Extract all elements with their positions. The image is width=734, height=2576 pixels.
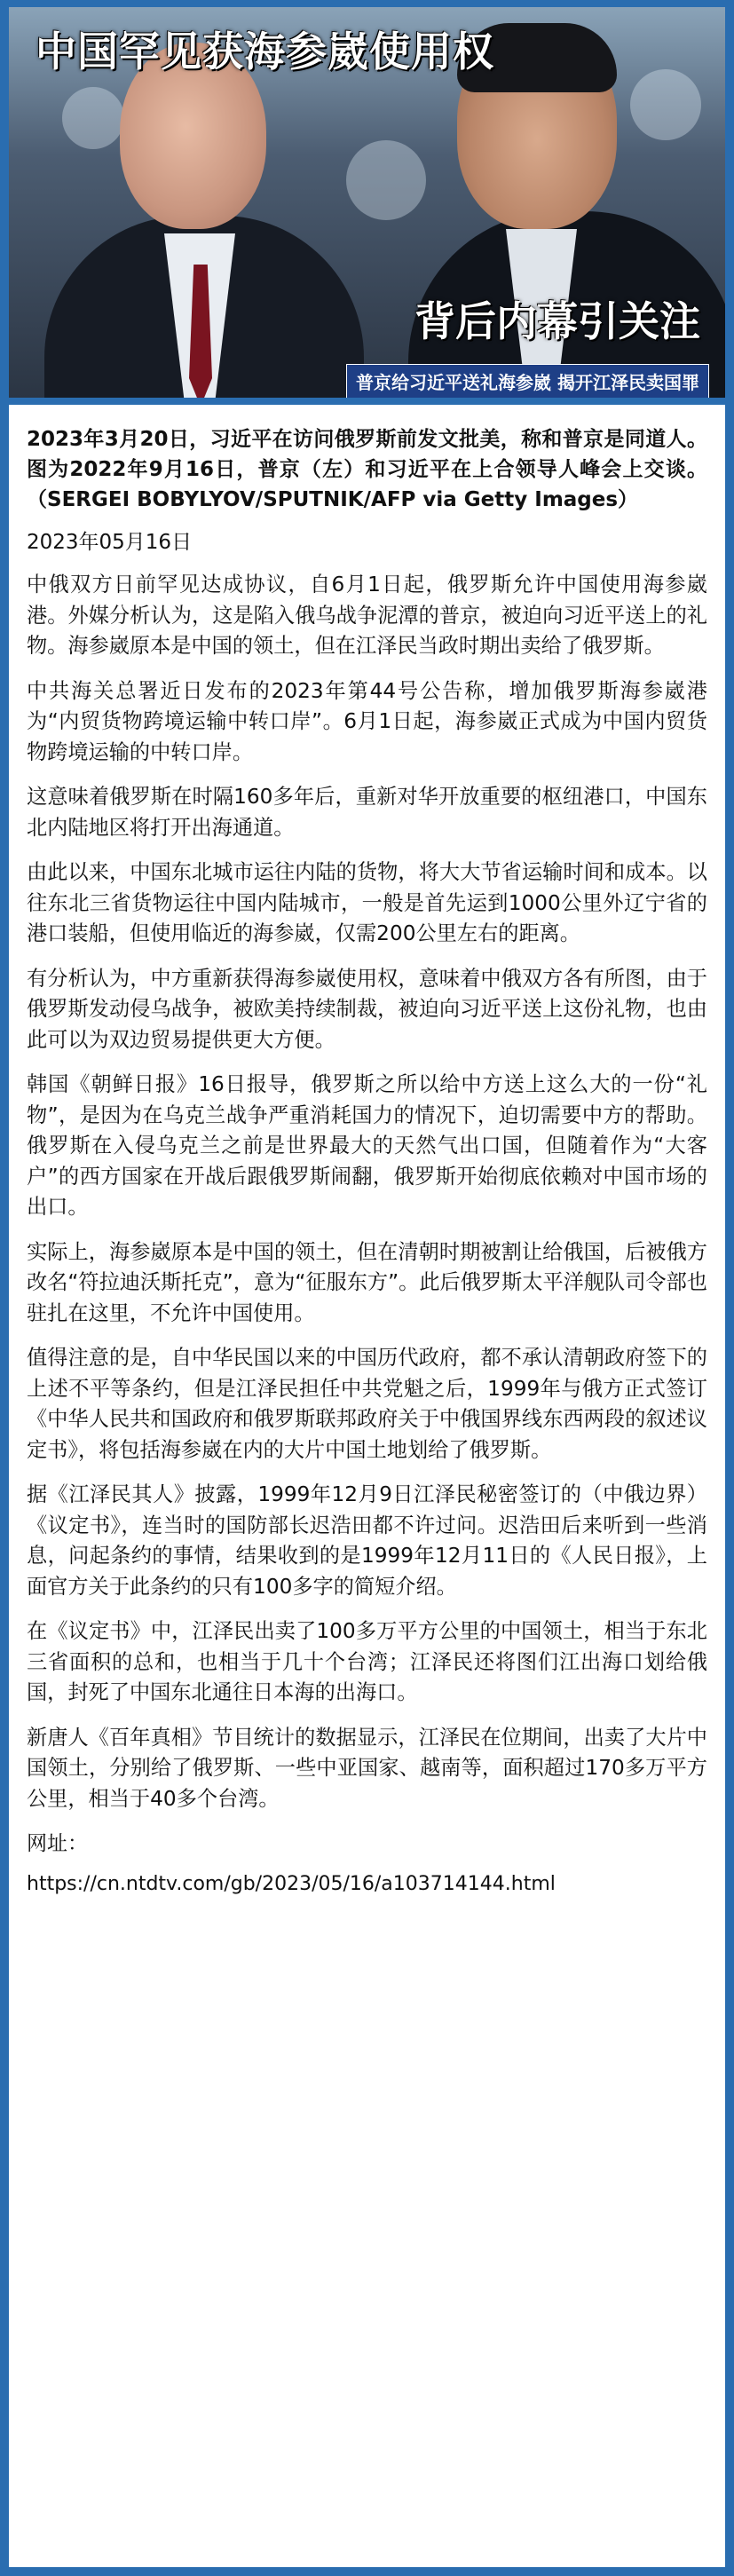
hero-caption: 普京给习近平送礼海参崴 揭开江泽民卖国罪 (346, 364, 709, 398)
url-label: 网址： (27, 1832, 88, 1855)
photo-caption: 2023年3月20日，习近平在访问俄罗斯前发文批美，称和普京是同道人。图为2022年9月16日，普京（左）和习近平在上合领导人峰会上交谈。（SERGEI BOBYLYOV/SPUTNIK/AFP via Getty Images） (27, 428, 707, 511)
background-light (62, 87, 124, 149)
article-paragraph: 实际上，海参崴原本是中国的领土，但在清朝时期被割让给俄国，后被俄方改名“符拉迪沃斯托克”，意为“征服东方”。此后俄罗斯太平洋舰队司令部也驻扎在这里，不允许中国使用。 (27, 1239, 707, 1325)
article-paragraph: 中共海关总署近日发布的2023年第44号公告称，增加俄罗斯海参崴港为“内贸货物跨境运输中转口岸”。6月1日起，海参崴正式成为中国内贸货物跨境运输的中转口岸。 (27, 678, 707, 764)
article-paragraph: 值得注意的是，自中华民国以来的中国历代政府，都不承认清朝政府签下的上述不平等条约，但是江泽民担任中共党魁之后，1999年与俄方正式签订《中华人民共和国政府和俄罗斯联邦政府关于中俄国界线东西两段的叙述议定书》，将包括海参崴在内的大片中国土地划给了俄罗斯。 (27, 1346, 707, 1462)
hero-title: 中国罕见获海参崴使用权 (36, 28, 494, 75)
publish-date: 2023年05月16日 (27, 531, 193, 554)
article-paragraph: 在《议定书》中，江泽民出卖了100多万平方公里的中国领土，相当于东北三省面积的总和，也相当于几十个台湾；江泽民还将图们江出海口划给俄国，封死了中国东北通往日本海的出海口。 (27, 1619, 707, 1704)
background-light (630, 69, 701, 140)
article-paragraph: 中俄双方日前罕见达成协议，自6月1日起，俄罗斯允许中国使用海参崴港。外媒分析认为，这是陷入俄乌战争泥潭的普京，被迫向习近平送上的礼物。海参崴原本是中国的领土，但在江泽民当政时期出卖给了俄罗斯。 (27, 573, 707, 658)
hero-image (9, 7, 725, 398)
article-paragraph: 由此以来，中国东北城市运往内陆的货物，将大大节省运输时间和成本。以往东北三省货物运往中国内陆城市，一般是首先运到1000公里外辽宁省的港口装船，但使用临近的海参崴，仅需200公里左右的距离。 (27, 860, 707, 945)
article-paragraph: 这意味着俄罗斯在时隔160多年后，重新对华开放重要的枢纽港口，中国东北内陆地区将打开出海通道。 (27, 785, 707, 840)
article-paragraph: 韩国《朝鲜日报》16日报导，俄罗斯之所以给中方送上这么大的一份“礼物”，是因为在乌克兰战争严重消耗国力的情况下，迫切需要中方的帮助。俄罗斯在入侵乌克兰之前是世界最大的天然气出口国，但随着作为“大客户”的西方国家在开战后跟俄罗斯闹翻，俄罗斯开始彻底依赖对中国市场的出口。 (27, 1072, 707, 1219)
source-url[interactable]: https://cn.ntdtv.com/gb/2023/05/16/a103714144.html (27, 1873, 556, 1895)
article-body (9, 405, 725, 2567)
article-paragraph: 据《江泽民其人》披露，1999年12月9日江泽民秘密签订的（中俄边界）《议定书》，连当时的国防部长迟浩田都不许过问。迟浩田后来听到一些消息，问起条约的事情，结果收到的是1999年12月11日的《人民日报》，上面官方关于此条约的只有100多字的简短介绍。 (27, 1482, 707, 1599)
background-light (346, 140, 426, 220)
article-paragraph: 有分析认为，中方重新获得海参崴使用权，意味着中俄双方各有所图，由于俄罗斯发动侵乌战争，被欧美持续制裁，被迫向习近平送上这份礼物，也由此可以为双边贸易提供更大方便。 (27, 966, 707, 1052)
article-paragraph: 新唐人《百年真相》节目统计的数据显示，江泽民在位期间，出卖了大片中国领土，分别给了俄罗斯、一些中亚国家、越南等，面积超过170多万平方公里，相当于40多个台湾。 (27, 1725, 707, 1811)
hero-subtitle: 背后内幕引关注 (414, 297, 700, 345)
